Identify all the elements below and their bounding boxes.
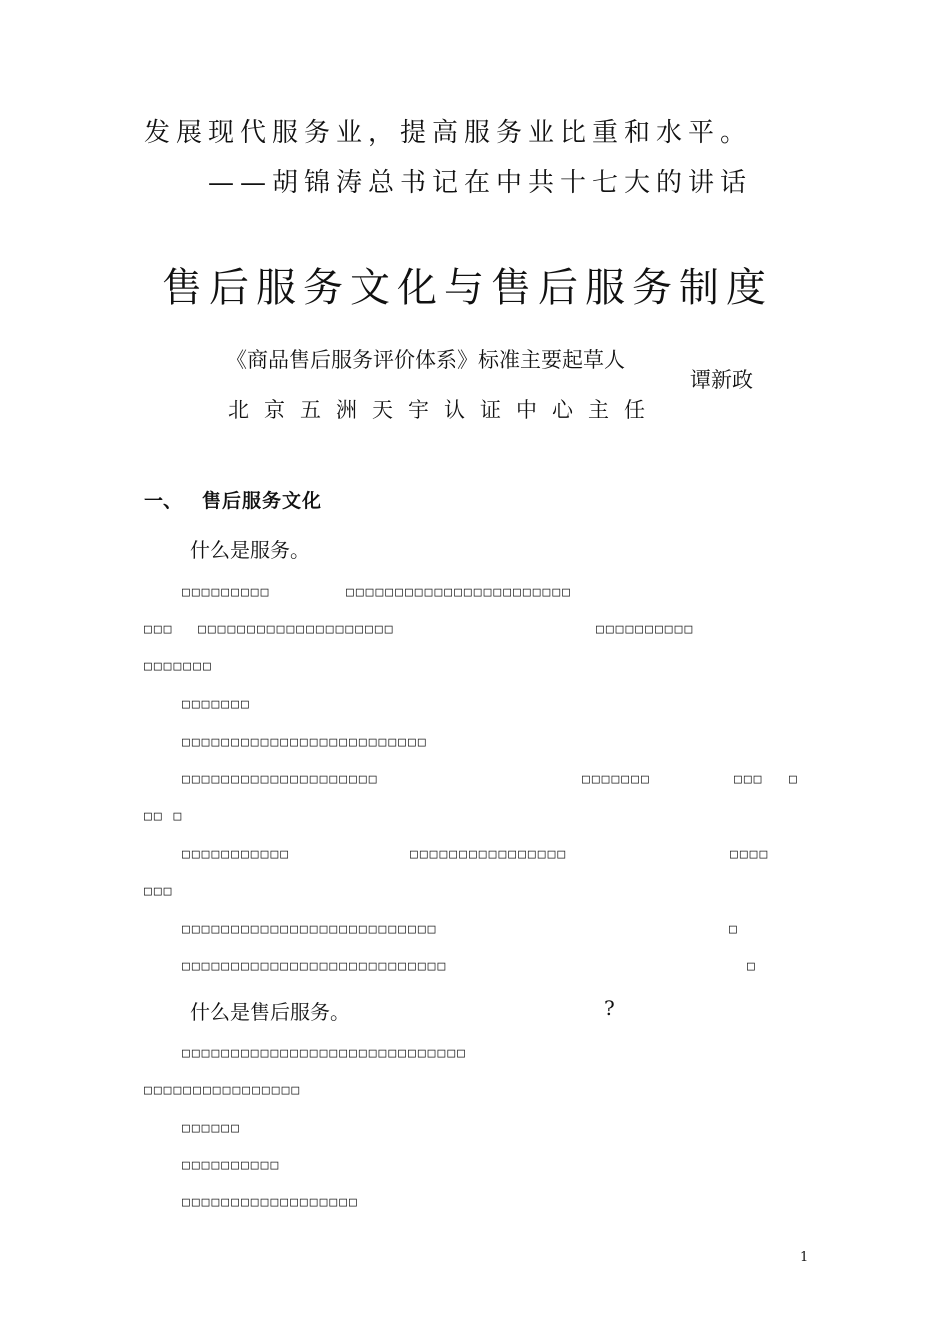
garbled-text: □ [747,959,757,974]
section-number: 一、 [144,490,183,512]
garbled-text: □□□□□□□□□□□□□□□□□□□□□□□□□□□ [182,959,448,974]
garbled-text: □□□□□□□□□□□□□□□□ [144,1083,302,1098]
garbled-text: □□□□□□□ [182,697,251,712]
garbled-text: □ [729,922,739,937]
page-number: 1 [800,1250,809,1265]
garbled-text: □□□□□□□□□□□□□□□□ [410,847,568,862]
garbled-text: □□□□□□□□□□□□□□□□□□□□□□□□□□□□□ [182,1046,467,1061]
quote-line-1: 发展现代服务业，提高服务业比重和水平。 [144,118,753,148]
garbled-text: □□□□□□□□□□□□□□□□□□□□□□□ [346,585,573,600]
garbled-text: □□□□□□□ [582,772,651,787]
garbled-text: □ [789,772,799,787]
garbled-text: □□□□□□□□□ [182,585,271,600]
garbled-text: □□□□□□□□□□□□□□□□□□□□□□□□□ [182,735,428,750]
garbled-text: □□□ [144,884,174,899]
garbled-text: □□□□□□ [182,1121,241,1136]
question-what-is-service: 什么是服务。 [190,538,310,562]
garbled-text: □□□ [734,772,764,787]
author-name: 谭新政 [690,368,753,392]
quote-attribution: ——胡锦涛总书记在中共十七大的讲话 [208,168,753,198]
garbled-text: □□□□□□□□□□□□□□□□□□□□ [198,622,395,637]
garbled-text: □□□□□□□□□□ [596,622,695,637]
question-mark: ? [604,996,615,1020]
garbled-text: □□□□□□□ [144,659,213,674]
document-title: 售后服务文化与售后服务制度 [162,265,773,311]
author-role-1: 《商品售后服务评价体系》标准主要起草人 [226,348,625,372]
question-what-is-after-sales: 什么是售后服务。 [190,1000,350,1024]
garbled-text: □□□□□□□□□□ [182,1158,281,1173]
garbled-text: □□□□□□□□□□□□□□□□□□□□ [182,772,379,787]
garbled-text: □□□□□□□□□□□ [182,847,291,862]
garbled-text: □□□ [144,622,174,637]
section-heading: 售后服务文化 [202,490,323,512]
garbled-text: □□ □ [144,809,184,824]
garbled-text: □□□□□□□□□□□□□□□□□□ [182,1195,359,1210]
garbled-text: □□□□□□□□□□□□□□□□□□□□□□□□□□ [182,922,438,937]
author-role-2: 北京五洲天宇认证中心主任 [228,398,660,422]
garbled-text: □□□□ [730,847,770,862]
